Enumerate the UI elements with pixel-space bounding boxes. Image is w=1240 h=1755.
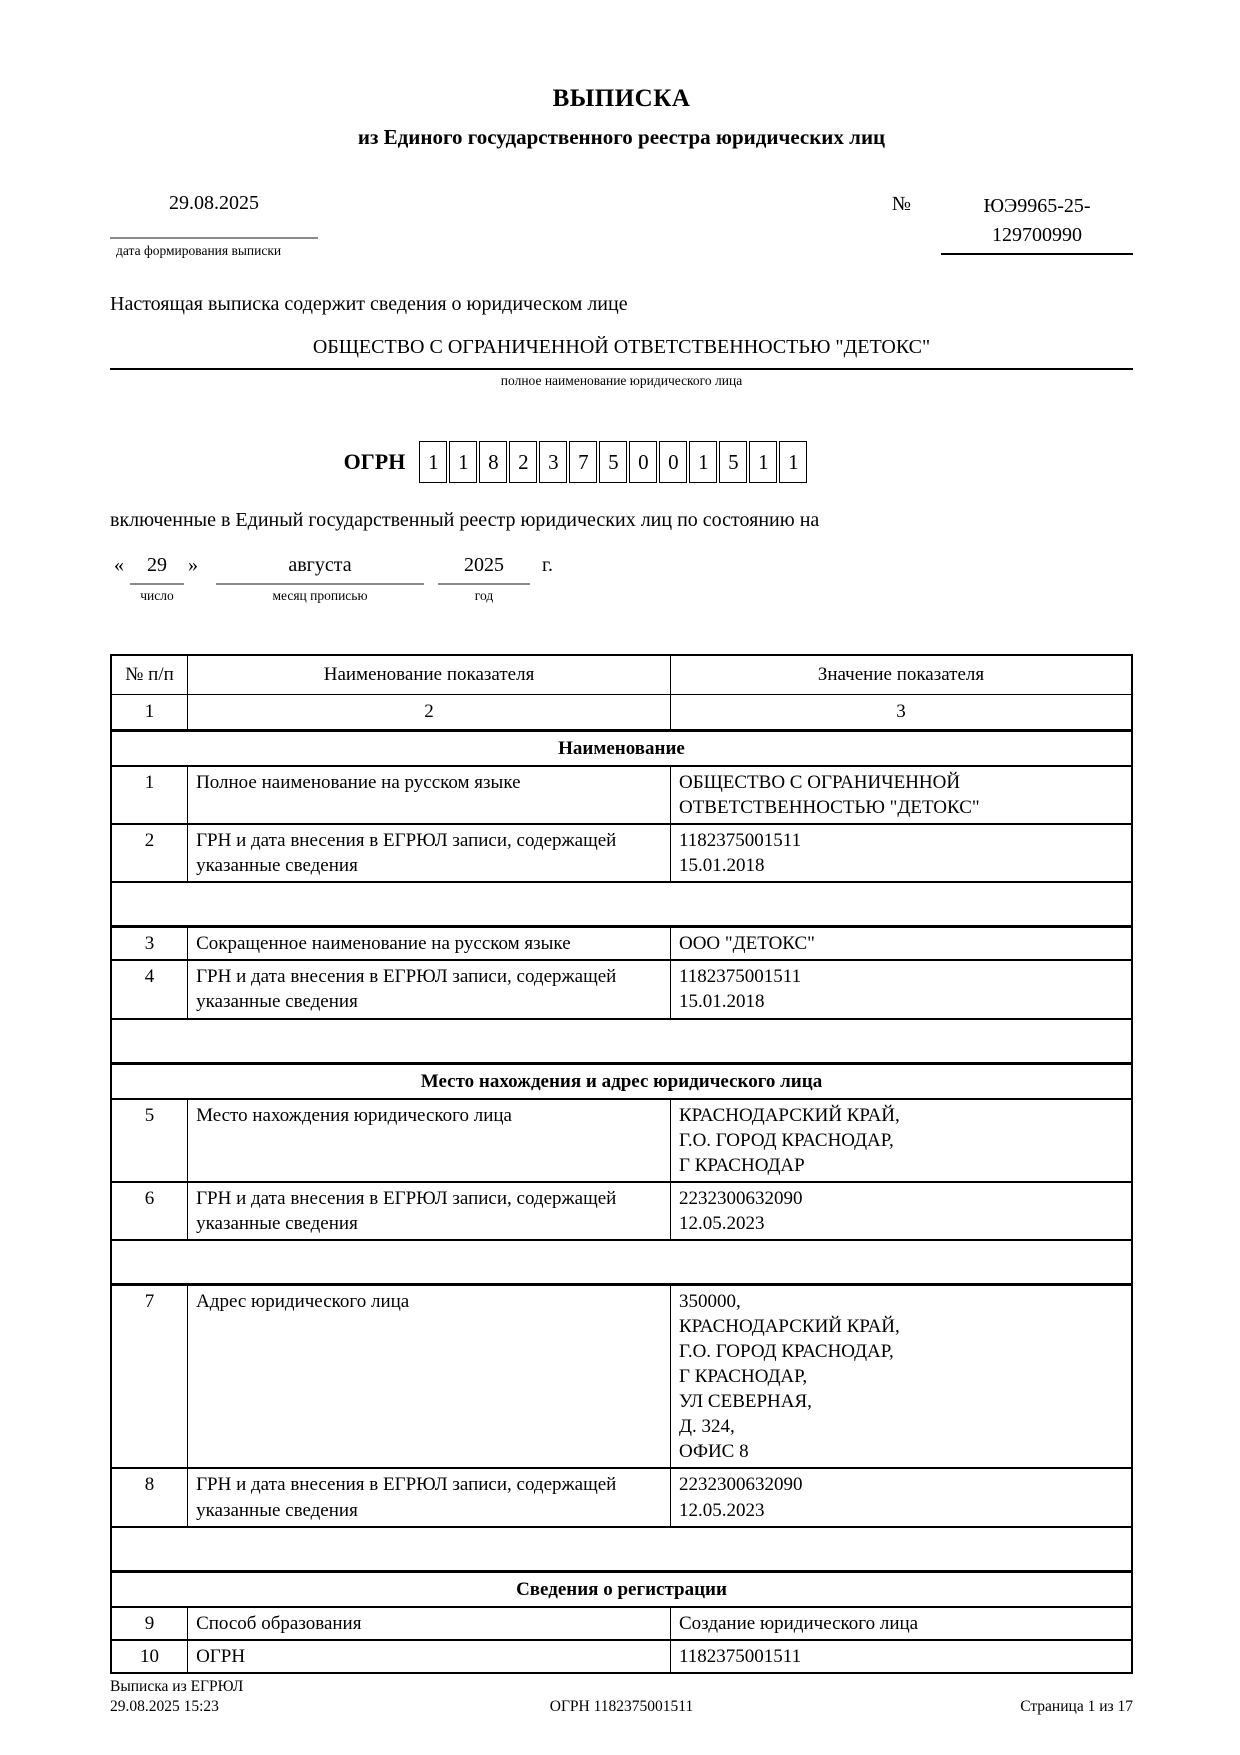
value-line: Г КРАСНОДАР, xyxy=(678,1366,808,1388)
row-indicator-value xyxy=(670,1182,1132,1240)
row-indicator-name: ГРН и дата внесения в ЕГРЮЛ записи, содержащей указанные сведения xyxy=(188,1182,671,1240)
ogrn-digit-box: 2 xyxy=(509,441,537,483)
formation-date: 29.08.2025 xyxy=(110,192,318,239)
footer-doc-type: Выписка из ЕГРЮЛ xyxy=(110,1677,244,1695)
as-of-day-field xyxy=(130,554,184,604)
row-number: 2 xyxy=(111,824,188,882)
table-header-row xyxy=(111,655,1132,695)
column-number-1: 1 xyxy=(111,695,188,731)
value-line: КРАСНОДАРСКИЙ КРАЙ, xyxy=(678,1316,900,1338)
lead-sentence: Настоящая выписка содержит сведения о юридическом лице xyxy=(110,293,628,315)
row-indicator-value xyxy=(670,766,1132,824)
extract-number xyxy=(941,192,1133,255)
as-of-month: августа xyxy=(216,554,424,585)
as-of-date-row xyxy=(110,554,1133,604)
table-row xyxy=(111,1284,1132,1468)
value-line: КРАСНОДАРСКИЙ КРАЙ, xyxy=(678,1104,900,1126)
spacer-cell xyxy=(111,1527,1132,1572)
formation-date-block xyxy=(110,192,318,259)
value-line: Д. 324, xyxy=(678,1416,735,1438)
row-indicator-value xyxy=(670,1640,1132,1673)
spacer-cell xyxy=(111,882,1132,927)
section-title: Сведения о регистрации xyxy=(111,1571,1132,1607)
ogrn-digit-box: 5 xyxy=(719,441,747,483)
egrul-table-body xyxy=(111,731,1132,1673)
value-line: 1182375001511 xyxy=(678,1645,802,1667)
table-row xyxy=(111,766,1132,824)
ogrn-label: ОГРН xyxy=(343,449,406,474)
table-row xyxy=(111,1607,1132,1640)
value-line: 12.05.2023 xyxy=(678,1212,765,1234)
section-title: Наименование xyxy=(111,731,1132,767)
value-line: ОТВЕТСТВЕННОСТЬЮ "ДЕТОКС" xyxy=(678,797,980,819)
row-number: 4 xyxy=(111,960,188,1018)
ogrn-digit-box: 0 xyxy=(659,441,687,483)
extract-number-block xyxy=(892,192,1133,259)
table-section-row xyxy=(111,1063,1132,1099)
table-row xyxy=(111,960,1132,1018)
as-of-year: 2025 xyxy=(438,554,530,585)
ogrn-digit-box: 1 xyxy=(749,441,777,483)
row-number: 8 xyxy=(111,1468,188,1526)
value-line: 12.05.2023 xyxy=(678,1499,765,1521)
as-of-year-field xyxy=(438,554,530,604)
table-column-numbers-row xyxy=(111,695,1132,731)
row-indicator-name: Адрес юридического лица xyxy=(188,1284,671,1468)
table-row xyxy=(111,1640,1132,1673)
row-number: 9 xyxy=(111,1607,188,1640)
value-line: 1182375001511 xyxy=(678,830,802,852)
ogrn-digit-box: 3 xyxy=(539,441,567,483)
column-header-value: Значение показателя xyxy=(670,655,1132,695)
value-line: ООО "ДЕТОКС" xyxy=(678,933,815,955)
close-quote: » xyxy=(188,554,198,576)
table-spacer-row xyxy=(111,1019,1132,1064)
column-number-3: 3 xyxy=(670,695,1132,731)
value-line: Создание юридического лица xyxy=(678,1612,919,1634)
row-indicator-name: Сокращенное наименование на русском языке xyxy=(188,927,671,961)
row-indicator-name: ОГРН xyxy=(188,1640,671,1673)
value-line: 1182375001511 xyxy=(678,966,802,988)
ogrn-digit-box: 5 xyxy=(599,441,627,483)
table-spacer-row xyxy=(111,882,1132,927)
ogrn-digit-box: 0 xyxy=(629,441,657,483)
value-line: 350000, xyxy=(678,1290,741,1312)
value-line: 2232300632090 xyxy=(678,1474,803,1496)
row-indicator-value xyxy=(670,927,1132,961)
row-number: 3 xyxy=(111,927,188,961)
ogrn-digit-box: 8 xyxy=(479,441,507,483)
column-header-indicator: Наименование показателя xyxy=(188,655,671,695)
table-row xyxy=(111,1468,1132,1526)
year-suffix: г. xyxy=(542,554,553,576)
row-number: 10 xyxy=(111,1640,188,1673)
footer-generated-at: 29.08.2025 15:23 xyxy=(110,1697,219,1715)
table-spacer-row xyxy=(111,1240,1132,1285)
row-indicator-value xyxy=(670,1468,1132,1526)
row-indicator-value xyxy=(670,1099,1132,1182)
value-line: Г.О. ГОРОД КРАСНОДАР, xyxy=(678,1341,894,1363)
row-indicator-name: ГРН и дата внесения в ЕГРЮЛ записи, содержащей указанные сведения xyxy=(188,960,671,1018)
page-footer xyxy=(110,1677,1133,1717)
row-indicator-name: Место нахождения юридического лица xyxy=(188,1099,671,1182)
ogrn-digit-box: 1 xyxy=(689,441,717,483)
table-row xyxy=(111,1099,1132,1182)
row-number: 1 xyxy=(111,766,188,824)
value-line: Г.О. ГОРОД КРАСНОДАР, xyxy=(678,1129,894,1151)
spacer-cell xyxy=(111,1019,1132,1064)
value-line: 15.01.2018 xyxy=(678,855,765,877)
as-of-month-field xyxy=(216,554,424,604)
row-number: 7 xyxy=(111,1284,188,1468)
row-indicator-value xyxy=(670,824,1132,882)
table-row xyxy=(111,824,1132,882)
row-indicator-value xyxy=(670,960,1132,1018)
ogrn-row xyxy=(20,441,1133,483)
extract-number-line1: ЮЭ9965-25- xyxy=(983,195,1091,217)
value-line: 15.01.2018 xyxy=(678,991,765,1013)
table-row xyxy=(111,927,1132,961)
section-title: Место нахождения и адрес юридического лица xyxy=(111,1063,1132,1099)
row-indicator-name: Полное наименование на русском языке xyxy=(188,766,671,824)
company-name: ОБЩЕСТВО С ОГРАНИЧЕННОЙ ОТВЕТСТВЕННОСТЬЮ "ДЕТОКС" xyxy=(110,336,1133,370)
footer-ogrn: ОГРН 1182375001511 xyxy=(549,1697,694,1715)
number-sign: № xyxy=(891,193,911,215)
document-subtitle: из Единого государственного реестра юридических лиц xyxy=(357,125,886,149)
document-title: ВЫПИСКА xyxy=(552,85,691,112)
row-indicator-name: ГРН и дата внесения в ЕГРЮЛ записи, содержащей указанные сведения xyxy=(188,1468,671,1526)
row-indicator-value xyxy=(670,1607,1132,1640)
extract-number-line2: 129700990 xyxy=(992,224,1082,246)
month-caption: месяц прописью xyxy=(272,588,368,603)
ogrn-digit-boxes xyxy=(419,441,809,483)
row-indicator-name: ГРН и дата внесения в ЕГРЮЛ записи, содержащей указанные сведения xyxy=(188,824,671,882)
value-line: ОФИС 8 xyxy=(678,1441,749,1463)
spacer-cell xyxy=(111,1240,1132,1285)
footer-page-number: Страница 1 из 17 xyxy=(1020,1697,1133,1715)
open-quote: « xyxy=(114,554,124,576)
header-meta-row xyxy=(110,192,1133,259)
row-indicator-name: Способ образования xyxy=(188,1607,671,1640)
table-section-row xyxy=(111,1571,1132,1607)
ogrn-digit-box: 1 xyxy=(449,441,477,483)
ogrn-digit-box: 1 xyxy=(779,441,807,483)
column-header-number: № п/п xyxy=(111,655,188,695)
ogrn-digit-box: 1 xyxy=(419,441,447,483)
as-of-day: 29 xyxy=(130,554,184,585)
day-caption: число xyxy=(140,588,174,603)
formation-date-caption: дата формирования выписки xyxy=(116,243,282,258)
table-section-row xyxy=(111,731,1132,767)
table-spacer-row xyxy=(111,1527,1132,1572)
as-of-sentence: включенные в Единый государственный реестр юридических лиц по состоянию на xyxy=(110,509,820,531)
row-number: 5 xyxy=(111,1099,188,1182)
row-indicator-value xyxy=(670,1284,1132,1468)
table-row xyxy=(111,1182,1132,1240)
value-line: УЛ СЕВЕРНАЯ, xyxy=(678,1391,812,1413)
value-line: ОБЩЕСТВО С ОГРАНИЧЕННОЙ xyxy=(678,772,961,793)
value-line: Г КРАСНОДАР xyxy=(678,1154,805,1176)
ogrn-digit-box: 7 xyxy=(569,441,597,483)
value-line: 2232300632090 xyxy=(678,1187,803,1209)
row-number: 6 xyxy=(111,1182,188,1240)
footer-left xyxy=(110,1677,451,1717)
column-number-2: 2 xyxy=(188,695,671,731)
egrul-table xyxy=(110,654,1133,1674)
company-name-caption: полное наименование юридического лица xyxy=(500,373,743,388)
year-caption: год xyxy=(474,588,494,603)
